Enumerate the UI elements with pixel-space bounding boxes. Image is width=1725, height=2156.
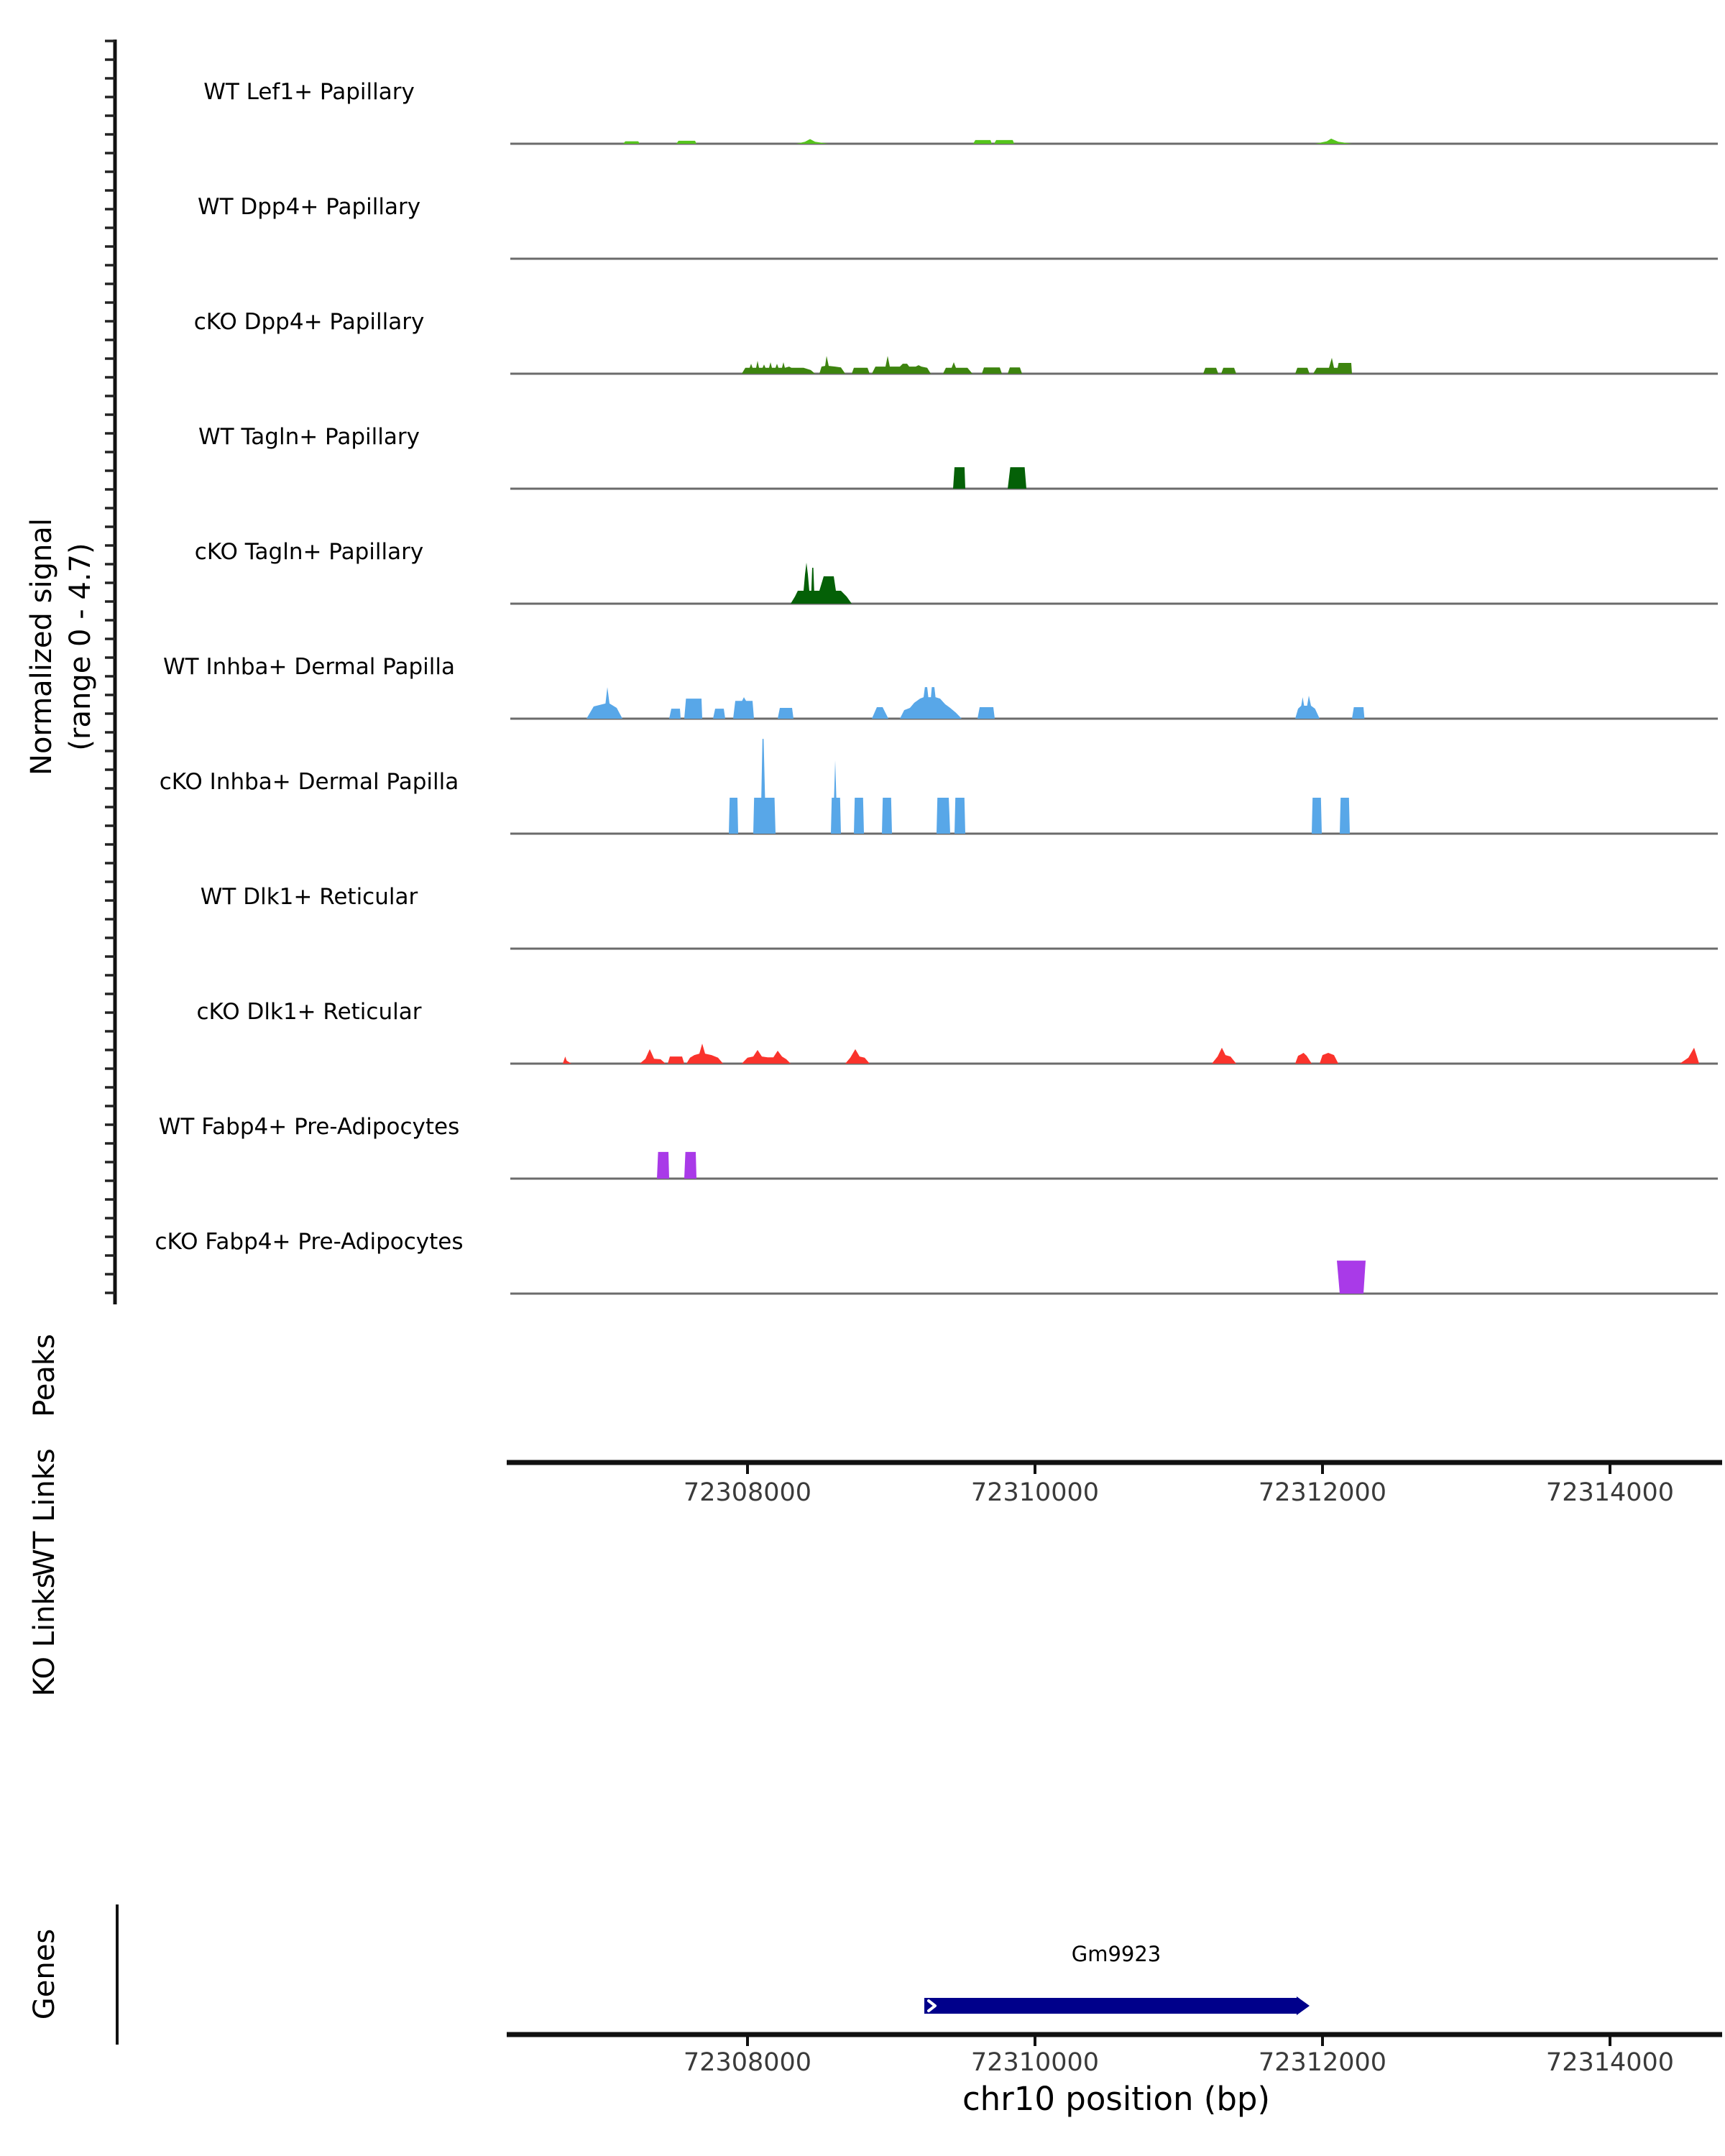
x-axis-title: chr10 position (bp) (962, 2080, 1271, 2118)
axis-tick-label: 72314000 (1545, 1478, 1675, 1507)
signal-peak (1352, 707, 1364, 719)
signal-peak (1203, 368, 1218, 374)
signal-peak (753, 739, 776, 834)
signal-peak (669, 709, 681, 719)
gene-name-label: Gm9923 (1071, 1942, 1162, 1966)
signal-peak (778, 708, 794, 719)
signal-peak (729, 798, 738, 834)
signal-peak (819, 356, 845, 374)
signal-peak (978, 707, 995, 719)
signal-peak (954, 798, 965, 834)
track-label: cKO Dlk1+ Reticular (196, 999, 422, 1025)
signal-peak (791, 563, 852, 604)
signal-peak (1221, 368, 1236, 374)
track-label: cKO Tagln+ Papillary (194, 539, 424, 565)
track-label: cKO Fabp4+ Pre-Adipocytes (155, 1229, 464, 1255)
signal-peak (1340, 798, 1350, 834)
signal-peak (937, 798, 950, 834)
signal-peak (953, 467, 965, 489)
track-label: WT Dpp4+ Papillary (197, 194, 421, 220)
signal-peak (742, 1050, 791, 1064)
signal-peak (1312, 798, 1322, 834)
signal-peak (623, 142, 640, 144)
signal-peak (872, 356, 931, 374)
signal-peak (676, 141, 696, 144)
axis-tick-label: 72312000 (1258, 1478, 1387, 1507)
signal-peak (1295, 1053, 1312, 1064)
signal-peak (1295, 368, 1310, 374)
signal-peak (657, 1152, 669, 1179)
y-axis-label-line2: (range 0 - 4.7) (64, 543, 97, 751)
track-label: WT Tagln+ Papillary (198, 424, 420, 450)
signal-peak (900, 687, 962, 719)
signal-peak (684, 699, 702, 719)
y-axis-label-line1: Normalized signal (25, 518, 58, 775)
signal-peak (882, 798, 892, 834)
section-label-peaks: Peaks (28, 1334, 61, 1417)
axis-tick-label: 72310000 (970, 1478, 1100, 1507)
signal-peak (733, 697, 754, 719)
signal-peak (1320, 1053, 1338, 1064)
axis-tick-label: 72308000 (683, 1478, 812, 1507)
signal-peak (742, 361, 815, 374)
axis-tick-label: 72308000 (683, 2048, 812, 2077)
signal-peak (982, 367, 1002, 374)
section-label-wt-links: WT Links (28, 1448, 61, 1577)
signal-peak (831, 760, 841, 834)
gene-body (924, 1998, 1297, 2014)
track-label: cKO Dpp4+ Papillary (193, 309, 425, 335)
signal-peak (1295, 696, 1320, 719)
signal-peak (994, 140, 1014, 144)
signal-peak (668, 1056, 684, 1064)
track-label: WT Lef1+ Papillary (203, 79, 415, 105)
signal-peak (872, 707, 888, 719)
signal-peak (1212, 1048, 1236, 1064)
signal-peak (1313, 358, 1352, 374)
signal-peak (586, 687, 622, 719)
track-label: cKO Inhba+ Dermal Papilla (159, 769, 459, 795)
track-label: WT Dlk1+ Reticular (200, 884, 418, 910)
gene-arrowhead (1297, 1996, 1310, 2015)
signal-peak (854, 798, 864, 834)
signal-peak (1680, 1048, 1699, 1064)
signal-peak (684, 1152, 696, 1179)
signal-peak (852, 368, 870, 374)
signal-peak (686, 1044, 723, 1064)
signal-peak (973, 140, 992, 144)
axis-tick-label: 72314000 (1545, 2048, 1675, 2077)
axis-tick-label: 72312000 (1258, 2048, 1387, 2077)
signal-peak (1008, 367, 1022, 374)
signal-peak (943, 362, 972, 374)
signal-peak (640, 1049, 666, 1064)
signal-peak (845, 1049, 870, 1064)
signal-peak (1008, 467, 1026, 489)
section-label-genes: Genes (28, 1928, 61, 2020)
track-label: WT Fabp4+ Pre-Adipocytes (158, 1114, 460, 1140)
section-label-ko-links: KO Links (28, 1573, 61, 1697)
signal-peak (1337, 1261, 1366, 1294)
axis-tick-label: 72310000 (970, 2048, 1100, 2077)
signal-peak (713, 709, 725, 719)
track-label: WT Inhba+ Dermal Papilla (163, 654, 455, 680)
signal-peak (796, 139, 828, 144)
signal-peak (1315, 139, 1352, 144)
